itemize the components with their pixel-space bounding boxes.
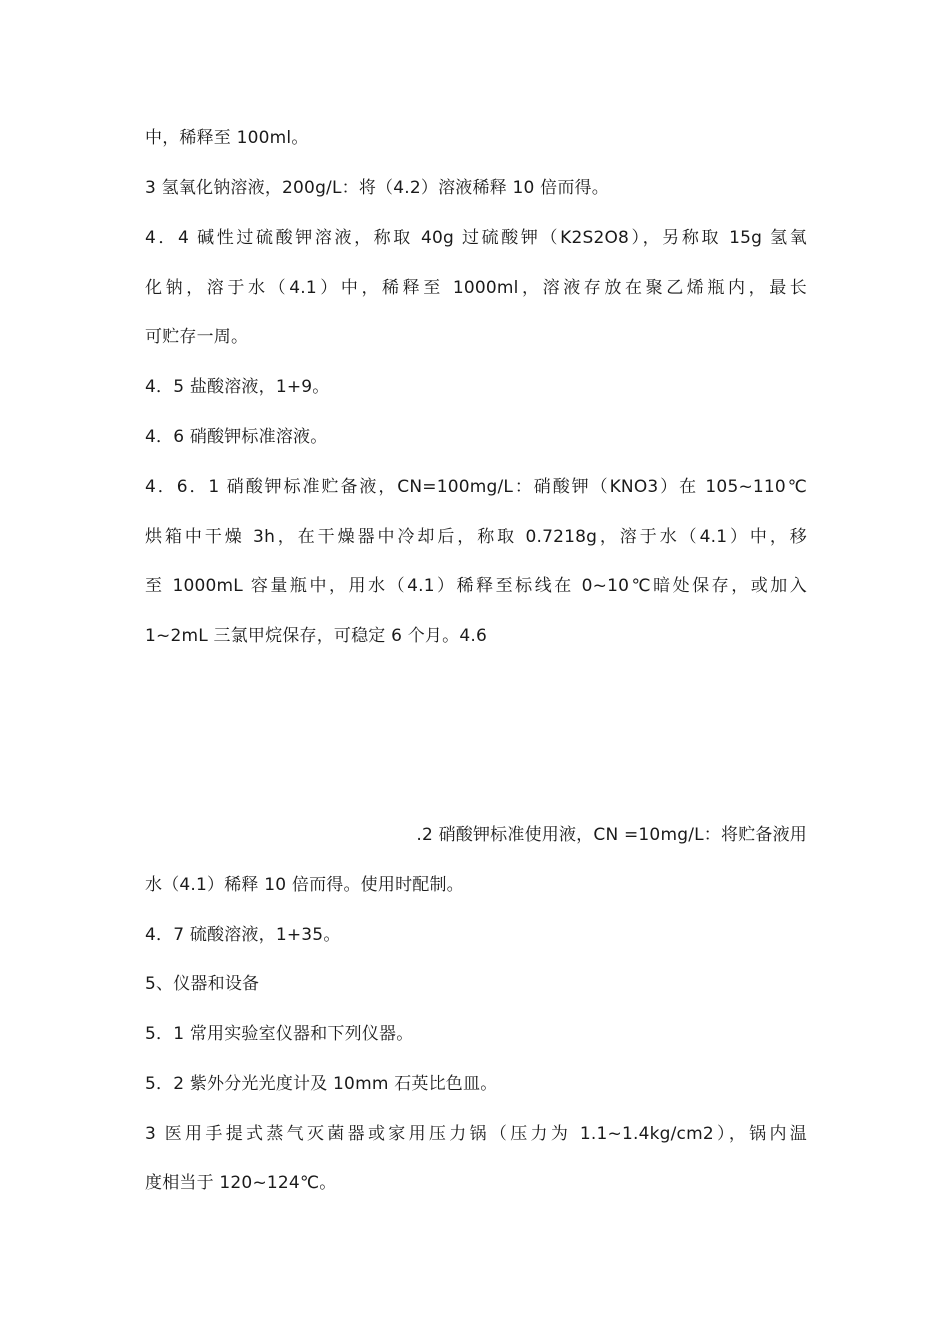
text-line: 水（4.1）稀释 10 倍而得。使用时配制。 (145, 875, 464, 895)
text-line: 烘箱中干燥 3h，在干燥器中冷却后，称取 0.7218g，溶于水（4.1）中，移 (145, 527, 807, 547)
text-line: 1~2mL 三氯甲烷保存，可稳定 6 个月。4.6 (145, 626, 487, 646)
text-line: 可贮存一周。 (145, 327, 249, 347)
text-line: 4．4 碱性过硫酸钾溶液，称取 40g 过硫酸钾（K2S2O8），另称取 15g 氢氧 (145, 228, 807, 248)
text-line: 4．5 盐酸溶液，1+9。 (145, 377, 330, 397)
text-line: 化钠，溶于水（4.1）中，稀释至 1000ml，溶液存放在聚乙烯瓶内，最长 (145, 278, 807, 298)
text-line: 4．6 硝酸钾标准溶液。 (145, 427, 328, 447)
text-line: 3 医用手提式蒸气灭菌器或家用压力锅（压力为 1.1~1.4kg/cm2），锅内温 (145, 1124, 807, 1144)
section-heading: 5、仪器和设备 (145, 974, 260, 994)
text-line: 至 1000mL 容量瓶中，用水（4.1）稀释至标线在 0~10℃暗处保存，或加入 (145, 576, 807, 596)
text-line: .2 硝酸钾标准使用液，CN =10mg/L：将贮备液用 (416, 825, 807, 845)
text-line: 4．7 硫酸溶液，1+35。 (145, 925, 341, 945)
text-line: 5．2 紫外分光光度计及 10mm 石英比色皿。 (145, 1074, 498, 1094)
text-line: 3 氢氧化钠溶液，200g/L：将（4.2）溶液稀释 10 倍而得。 (145, 178, 609, 198)
text-line: 5．1 常用实验室仪器和下列仪器。 (145, 1024, 414, 1044)
text-line: 4．6．1 硝酸钾标准贮备液，CN=100mg/L：硝酸钾（KNO3）在 105~110℃ (145, 477, 807, 497)
text-line: 度相当于 120~124℃。 (145, 1173, 337, 1193)
text-line: 中，稀释至 100ml。 (145, 128, 309, 148)
